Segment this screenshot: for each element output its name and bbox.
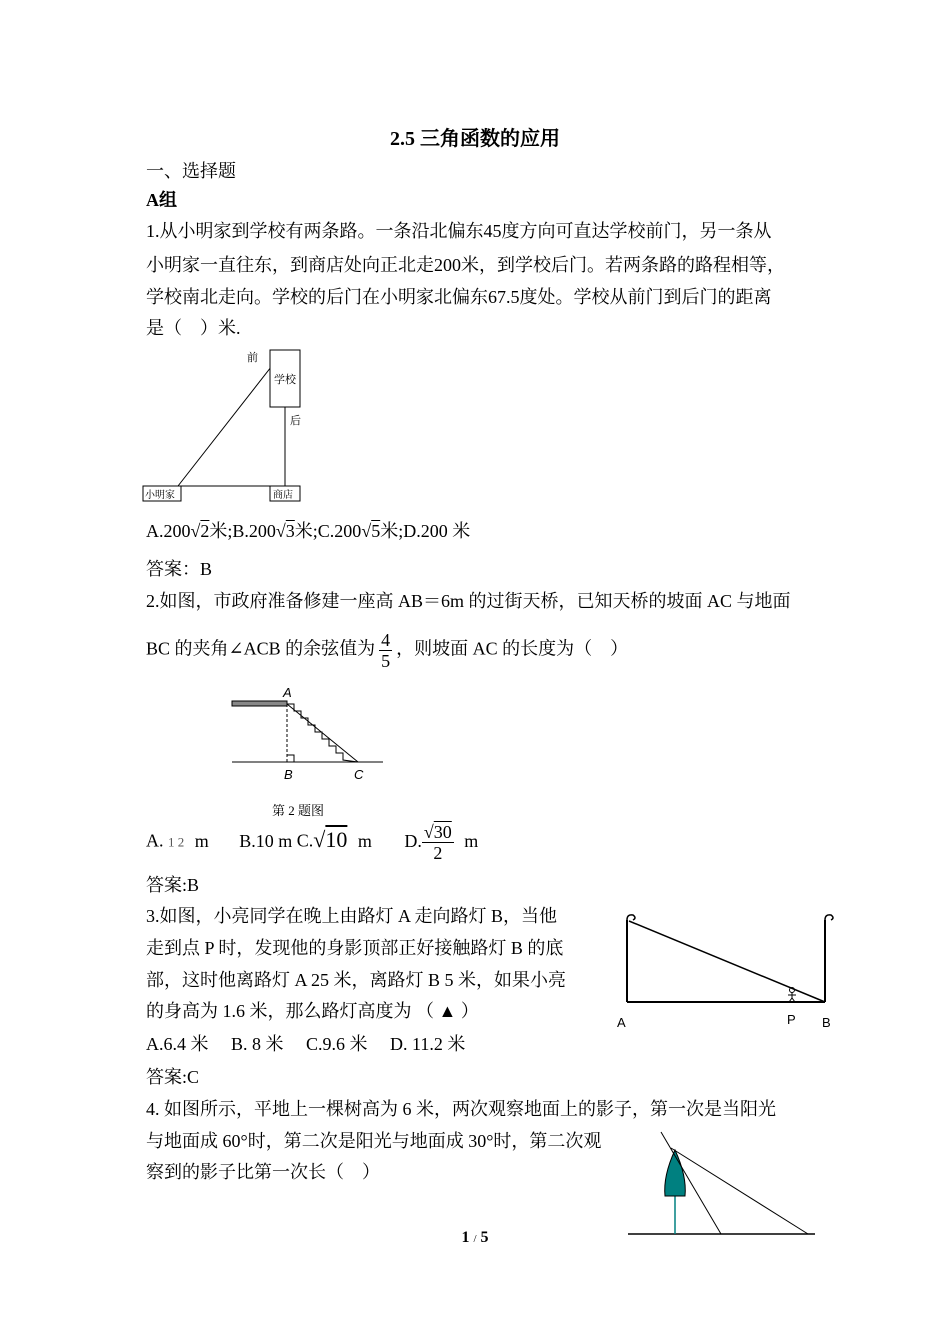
page-title: 2.5 三角函数的应用	[390, 128, 560, 150]
q1-option-c-text: 米;C.200	[294, 521, 362, 541]
q4-ray-30	[671, 1148, 808, 1234]
q2-label-c: C	[354, 767, 364, 782]
q3-lamp-head-a	[627, 915, 635, 920]
q2-figure-caption: 第 2 题图	[272, 803, 325, 818]
q1-figure	[140, 345, 310, 510]
q1-front-label: 前	[247, 352, 258, 364]
q2-line-2	[146, 630, 628, 671]
q1-answer: 答案：B	[146, 559, 213, 579]
q2-option-d-den: 2	[433, 843, 443, 863]
q4-figure	[625, 1128, 820, 1240]
q1-diagonal-path	[178, 353, 282, 486]
q2-figure	[228, 684, 388, 784]
q2-line-1: 2.如图，市政府准备修建一座高 AB＝6m 的过街天桥，已知天桥的坡面 AC 与地面	[146, 591, 791, 611]
q1-line-1: 1.从小明家到学校有两条路。一条沿北偏东45度方向可直达学校前门，另一条从	[146, 221, 772, 241]
group-heading: A组	[146, 190, 177, 210]
q3-line-3: 部，这时他离路灯 A 25 米，离路灯 B 5 米，如果小亮	[146, 970, 567, 990]
q3-label-p: P	[787, 1012, 796, 1027]
q2-option-a: A.	[146, 830, 164, 851]
q1-sqrt-b: √3	[275, 521, 295, 541]
q2-slope-ac	[287, 704, 358, 762]
q1-option-b-text: 米;B.200	[209, 521, 276, 541]
page-number: 1	[461, 1229, 470, 1246]
q2-line-2-pre: BC 的夹角∠ACB 的余弦值为	[146, 638, 376, 659]
q3-label-b: B	[822, 1015, 831, 1030]
q3-line-1: 3.如图，小亮同学在晚上由路灯 A 走向路灯 B，当他	[146, 906, 558, 926]
q3-person-icon	[788, 988, 796, 1003]
q2-option-c-unit: m	[357, 830, 372, 851]
q2-line-2-post: ，则坡面 AC 的长度为（ ）	[396, 638, 629, 659]
q2-fraction	[379, 630, 392, 671]
q2-label-a: A	[283, 685, 292, 700]
q3-figure	[605, 906, 850, 1036]
page-separator: /	[473, 1233, 477, 1245]
q3-line-2: 走到点 P 时，发现他的身影顶部正好接触路灯 B 的底	[146, 938, 564, 958]
q2-options	[146, 822, 478, 863]
q1-sqrt-c: √5	[361, 521, 381, 541]
q1-home-label: 小明家	[145, 490, 175, 501]
q2-option-a-value: 1 2	[168, 834, 185, 850]
q1-back-label: 后	[290, 415, 301, 427]
q2-option-a-unit: m	[194, 830, 209, 851]
q1-line-2: 小明家一直往东，到商店处向正北走200米，到学校后门。若两条路的路程相等，	[146, 255, 785, 275]
q2-frac-num: 4	[381, 630, 391, 650]
q3-label-a: A	[617, 1015, 626, 1030]
q3-light-ray	[629, 921, 825, 1002]
q3-line-4: 的身高为 1.6 米，那么路灯高度为 （ ▲ ）	[146, 1001, 479, 1021]
q1-line-4: 是（ ）米.	[146, 318, 241, 338]
q2-option-d: D.	[404, 830, 422, 851]
q1-line-3: 学校南北走向。学校的后门在小明家北偏东67.5度处。学校从前门到后门的距离	[146, 287, 772, 307]
q2-option-d-fraction	[422, 822, 454, 863]
q4-line-2: 与地面成 60°时，第二次是阳光与地面成 30°时，第二次观	[146, 1131, 602, 1151]
q1-shop-label: 商店	[273, 490, 293, 501]
q3-answer: 答案:C	[146, 1067, 200, 1087]
q3-lamp-head-b	[825, 915, 833, 920]
page-footer	[0, 1229, 950, 1247]
q2-option-b: B.10 m	[239, 830, 293, 851]
q3-options: A.6.4 米 B. 8 米 C.9.6 米 D. 11.2 米	[146, 1034, 466, 1054]
section-heading: 一、选择题	[146, 161, 236, 181]
q1-sqrt-a: √2	[190, 521, 210, 541]
q1-option-d-text: 米;D.200 米	[380, 521, 471, 541]
q1-option-a-text: A.200	[146, 521, 191, 541]
q1-school-label: 学校	[274, 374, 296, 386]
q2-right-angle	[287, 755, 294, 762]
q2-answer: 答案:B	[146, 875, 200, 895]
q4-tree-icon	[665, 1150, 686, 1196]
q4-line-3: 察到的影子比第一次长（ ）	[146, 1162, 380, 1182]
q2-label-b: B	[284, 767, 293, 782]
q1-options	[146, 516, 470, 546]
q2-sqrt-c: √10	[313, 826, 348, 852]
q2-option-d-unit: m	[464, 830, 479, 851]
page-total: 5	[480, 1229, 489, 1246]
q4-line-1: 4. 如图所示，平地上一棵树高为 6 米，两次观察地面上的影子，第一次是当阳光	[146, 1099, 776, 1119]
q2-bridge-deck	[232, 701, 287, 706]
q2-option-d-num: √30	[423, 822, 452, 842]
q2-frac-den: 5	[381, 651, 391, 671]
q2-option-c: C.	[296, 830, 314, 851]
